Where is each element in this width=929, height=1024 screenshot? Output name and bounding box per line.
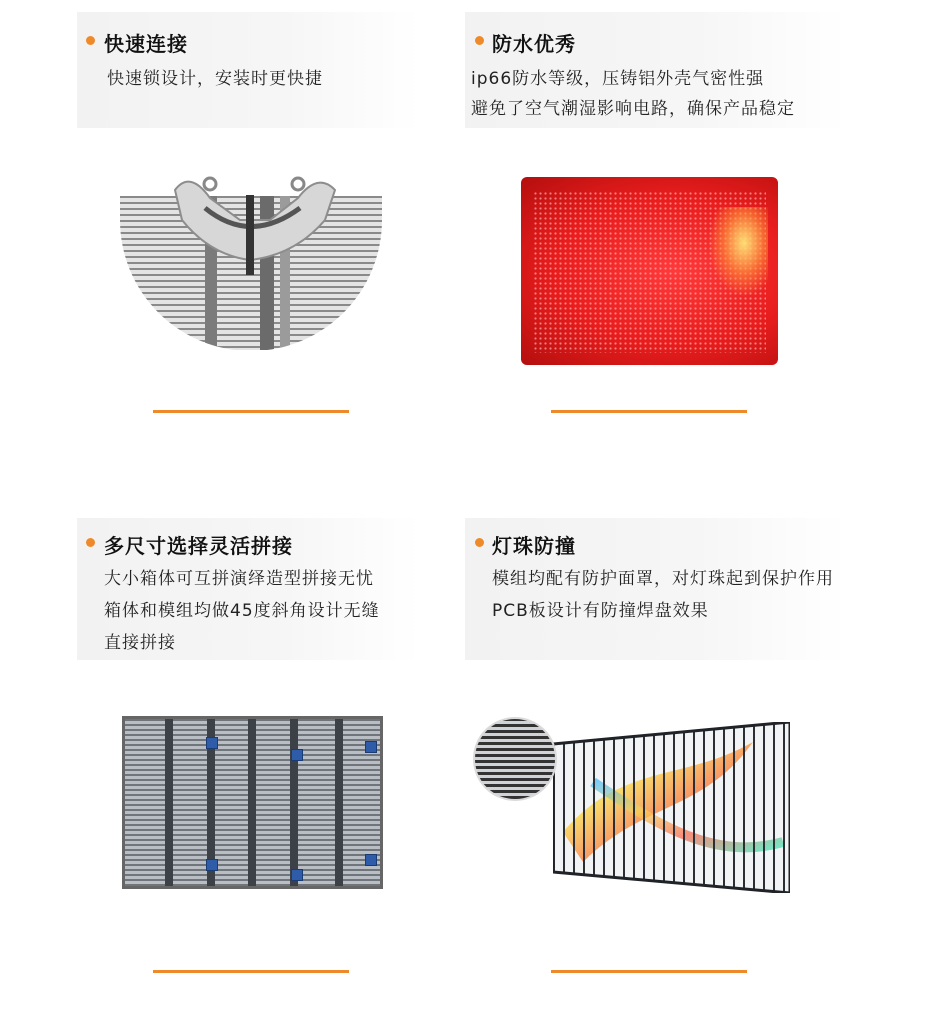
waterproof-red-panel-image [521,177,778,365]
feature-description-line: 模组均配有防护面罩，对灯珠起到保护作用 [492,569,834,589]
accent-underline [153,970,349,973]
accent-underline [551,410,747,413]
feature-card-flexible-splicing [77,518,420,660]
feature-card-impact-protection [465,518,847,660]
feature-description-line: 避免了空气潮湿影响电路，确保产品稳定 [471,99,795,119]
feature-description-line: 箱体和模组均做45度斜角设计无缝 [104,601,380,621]
transparent-screen-image [553,722,790,893]
bullet-dot-icon [475,538,484,547]
accent-underline [153,410,349,413]
feature-title: 多尺寸选择灵活拼接 [104,534,293,558]
feature-description-line: ip66防水等级，压铸铝外壳气密性强 [471,69,765,89]
feature-title: 灯珠防撞 [492,534,576,558]
feature-card-waterproof [465,12,847,128]
bullet-dot-icon [475,36,484,45]
bullet-dot-icon [86,36,95,45]
feature-description-line: 大小箱体可互拼演绎造型拼接无忧 [104,569,374,589]
feature-description-line: 快速锁设计，安装时更快捷 [107,69,323,89]
feature-description-line: PCB板设计有防撞焊盘效果 [492,601,709,621]
feature-title: 快速连接 [104,32,188,56]
cabinet-image [122,716,383,889]
feature-card-quick-connect [77,12,420,128]
feature-title: 防水优秀 [492,32,576,56]
feature-description-line: 直接拼接 [104,633,176,653]
bullet-dot-icon [86,538,95,547]
quick-lock-connector-image [120,160,382,352]
accent-underline [551,970,747,973]
